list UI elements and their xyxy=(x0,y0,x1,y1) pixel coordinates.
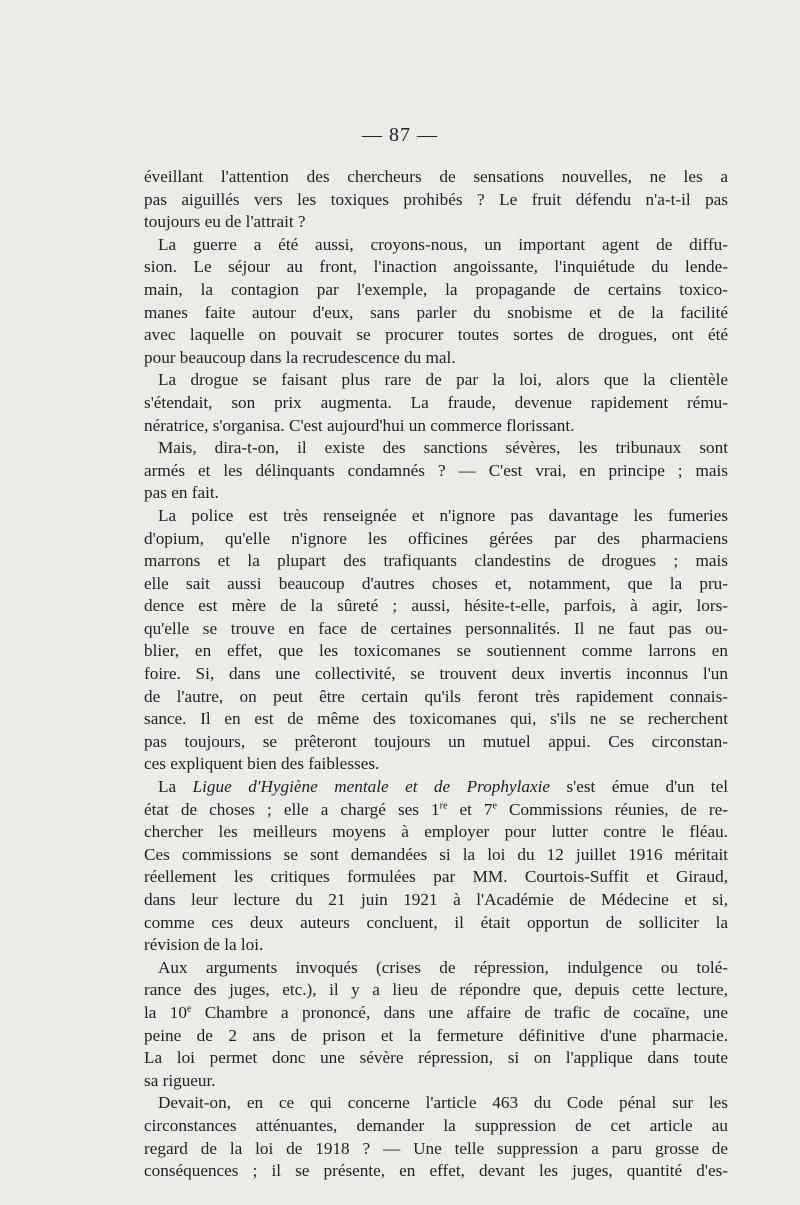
text-line: foire. Si, dans une collectivité, se trouvent deux invertis inconnus l'un xyxy=(144,664,728,684)
text-line: nératrice, s'organisa. C'est aujourd'hui un commerce florissant. xyxy=(144,415,575,435)
page-number: — 87 — xyxy=(362,124,438,146)
text-block-1 xyxy=(144,166,728,776)
text-line-chambre: la 10e Chambre a prononcé, dans une affaire de trafic de cocaïne, une xyxy=(144,1002,728,1022)
text-line: pour beaucoup dans la recrudescence du mal. xyxy=(144,347,456,367)
body-text xyxy=(144,166,728,1183)
text-line: dence est mère de la sûreté ; aussi, hésite-t-elle, parfois, à agir, lors- xyxy=(144,596,728,616)
text-line: Aux arguments invoqués (crises de répression, indulgence ou tolé- xyxy=(158,957,728,977)
text-line: armés et les délinquants condamnés ? — C'est vrai, en principe ; mais xyxy=(144,460,728,480)
text-line: de l'autre, on peut être certain qu'ils feront très rapidement connais- xyxy=(144,686,728,706)
text-line: révision de la loi. xyxy=(144,935,264,955)
text-line: éveillant l'attention des chercheurs de sensations nouvelles, ne les a xyxy=(144,167,728,186)
text-line: qu'elle se trouve en face de certaines personnalités. Il ne faut pas ou- xyxy=(144,618,728,638)
text-block-3 xyxy=(144,1025,728,1183)
text-line: Mais, dira-t-on, il existe des sanctions sévères, les tribunaux sont xyxy=(158,438,728,458)
text-block-2 xyxy=(144,821,728,1002)
text-line: conséquences ; il se présente, en effet, devant les juges, quantité d'es- xyxy=(144,1161,728,1181)
text-line: marrons et la plupart des trafiquants clandestins de drogues ; mais xyxy=(144,551,728,571)
text-line: sa rigueur. xyxy=(144,1070,216,1090)
text-line: sion. Le séjour au front, l'inaction angoissante, l'inquiétude du lende- xyxy=(144,257,728,277)
text-line: circonstances atténuantes, demander la suppression de cet article au xyxy=(144,1115,728,1135)
text-line: Ces commissions se sont demandées si la loi du 12 juillet 1916 méritait xyxy=(144,844,728,864)
text-line-commissions: état de choses ; elle a chargé ses 1re et 7e Commissions réunies, de re- xyxy=(144,799,729,819)
text-line-ligue: La Ligue d'Hygiène mentale et de Prophylaxie s'est émue d'un tel xyxy=(158,777,728,797)
text-line: d'opium, qu'elle n'ignore les officines gérées par des pharmaciens xyxy=(144,528,728,548)
text-line: peine de 2 ans de prison et la fermeture définitive d'une pharmacie. xyxy=(144,1025,728,1045)
text-line: main, la contagion par l'exemple, la propagande de certains toxico- xyxy=(144,279,728,299)
text-line: rance des juges, etc.), il y a lieu de répondre que, depuis cette lecture, xyxy=(144,980,728,1000)
text-line: La loi permet donc une sévère répression, si on l'applique dans toute xyxy=(144,1048,728,1068)
text-line: s'étendait, son prix augmenta. La fraude, devenue rapidement rému- xyxy=(144,392,728,412)
text-line: comme ces deux auteurs concluent, il était opportun de solliciter la xyxy=(144,912,728,932)
text-line: La guerre a été aussi, croyons-nous, un important agent de diffu- xyxy=(158,234,728,254)
text-line: dans leur lecture du 21 juin 1921 à l'Académie de Médecine et si, xyxy=(144,890,728,909)
text-line: blier, en effet, que les toxicomanes se soutiennent comme larrons en xyxy=(144,641,728,661)
text-line: pas toujours, se prêteront toujours un mutuel appui. Ces circonstan- xyxy=(144,731,728,751)
text-line: pas aiguillés vers les toxiques prohibés ? Le fruit défendu n'a-t-il pas xyxy=(144,189,728,209)
text-line: toujours eu de l'attrait ? xyxy=(144,212,306,232)
text-line: pas en fait. xyxy=(144,483,219,503)
ligue-title: Ligue d'Hygiène mentale et de Prophylaxie xyxy=(192,777,550,797)
text-line: La drogue se faisant plus rare de par la loi, alors que la clientèle xyxy=(158,370,728,390)
text-line: La police est très renseignée et n'ignore pas davantage les fumeries xyxy=(158,505,728,525)
text-line: elle sait aussi beaucoup d'autres choses et, notamment, que la pru- xyxy=(144,573,728,593)
text-line: ces expliquent bien des faiblesses. xyxy=(144,754,380,774)
text-line: réellement les critiques formulées par MM. Courtois-Suffit et Giraud, xyxy=(144,867,728,887)
text-line: Devait-on, en ce qui concerne l'article 463 du Code pénal sur les xyxy=(158,1093,728,1113)
text-line: regard de la loi de 1918 ? — Une telle suppression a paru grosse de xyxy=(144,1138,728,1158)
text-line: avec laquelle on pouvait se procurer toutes sortes de drogues, ont été xyxy=(144,325,728,345)
text-line: chercher les meilleurs moyens à employer pour lutter contre le fléau. xyxy=(144,822,728,842)
text-line: manes faite autour d'eux, sans parler du snobisme et de la facilité xyxy=(144,302,728,322)
text-line: sance. Il en est de même des toxicomanes qui, s'ils ne se recherchent xyxy=(144,709,728,729)
